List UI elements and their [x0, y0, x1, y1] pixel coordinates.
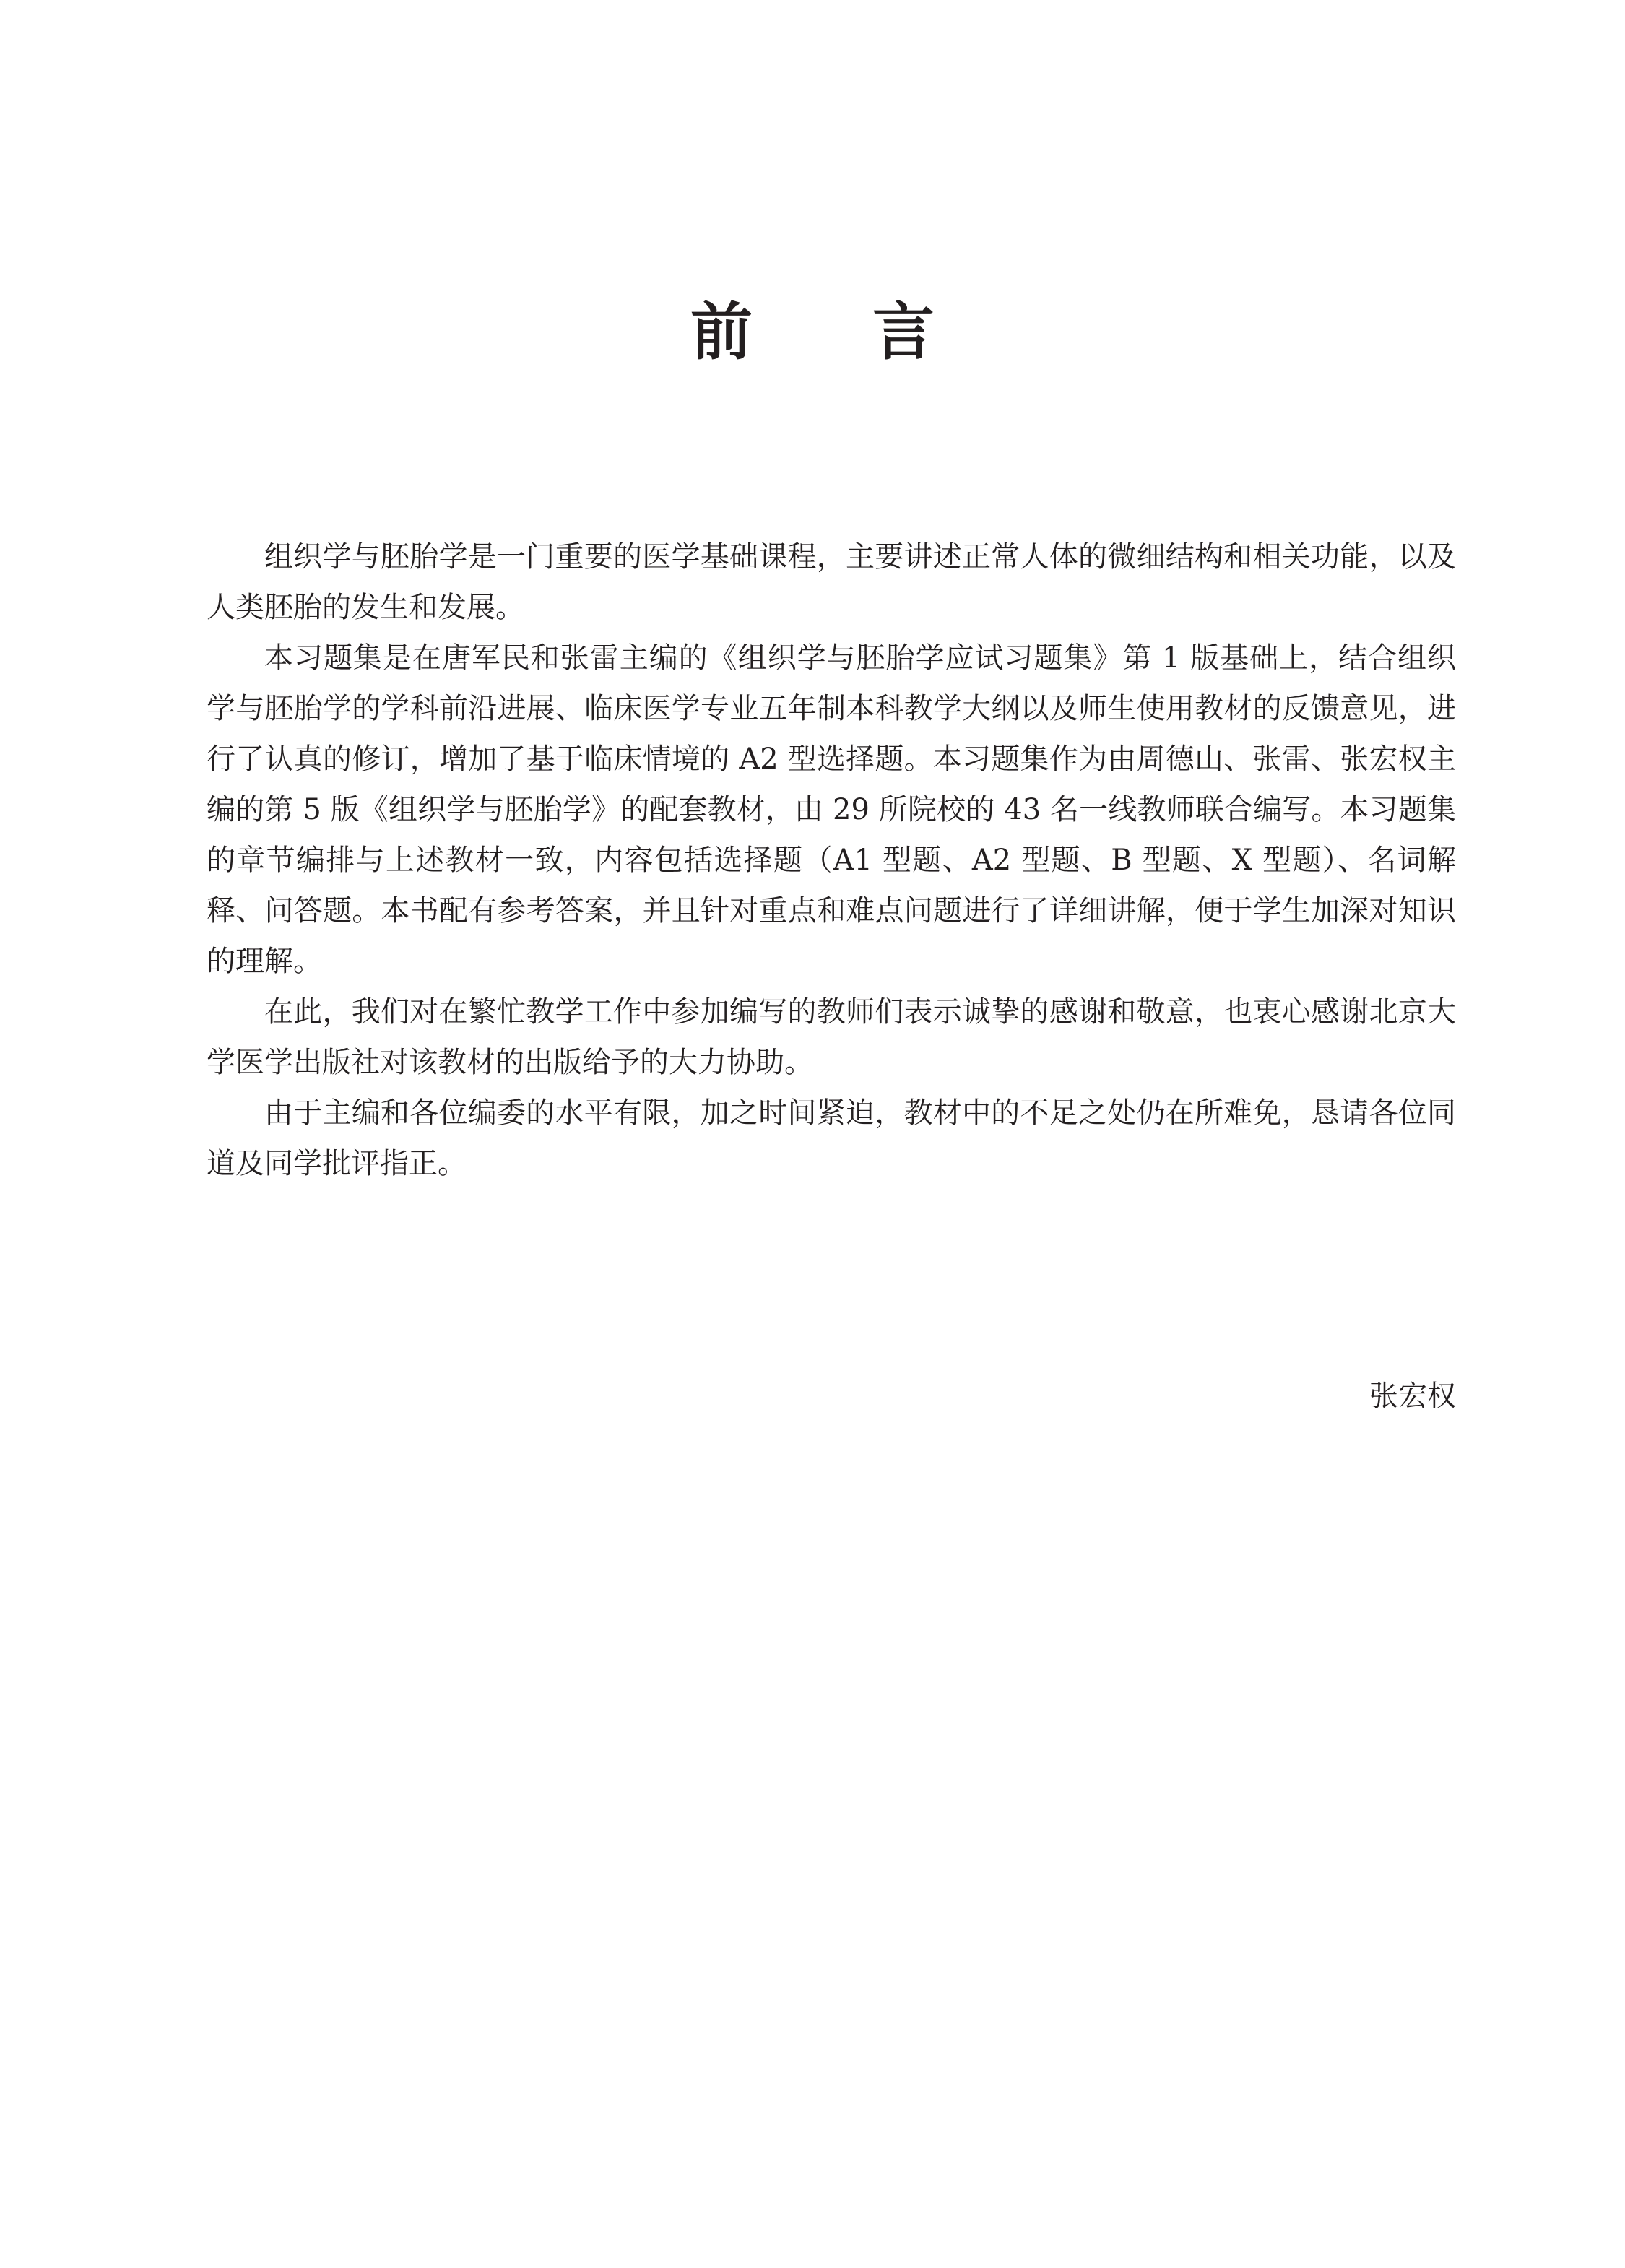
paragraph-about-book: 本习题集是在唐军民和张雷主编的《组织学与胚胎学应试习题集》第 1 版基础上，结合组织学与胚胎学的学科前沿进展、临床医学专业五年制本科教学大纲以及师生使用教材的反馈意见，进行了认真的修订，增加了基于临床情境的 A2 型选择题。本习题集作为由周德山、张雷、张宏权主编的第 5 版《组织学与胚胎学》的配套教材，由 29 所院校的 43 名一线教师联合编写。本习题集的章节编排与上述教材一致，内容包括选择题（A1 型题、A2 型题、B 型题、X 型题）、名词解释、问答题。本书配有参考答案，并且针对重点和难点问题进行了详细讲解，便于学生加深对知识的理解。 [207, 641, 1456, 978]
author-signature: 张宏权 [1369, 1380, 1456, 1413]
paragraph-intro: 组织学与胚胎学是一门重要的医学基础课程，主要讲述正常人体的微细结构和相关功能，以及人类胚胎的发生和发展。 [207, 540, 1456, 624]
paragraph-acknowledgement: 在此，我们对在繁忙教学工作中参加编写的教师们表示诚挚的感谢和敬意，也衷心感谢北京大学医学出版社对该教材的出版给予的大力协助。 [207, 995, 1456, 1079]
page-title [0, 289, 1625, 376]
title-char-2: 言 [872, 296, 935, 368]
preface-body [207, 532, 1456, 1189]
title-char-1: 前 [690, 296, 753, 368]
paragraph-closing: 由于主编和各位编委的水平有限，加之时间紧迫，教材中的不足之处仍在所难免，恳请各位同道及同学批评指正。 [207, 1096, 1456, 1180]
